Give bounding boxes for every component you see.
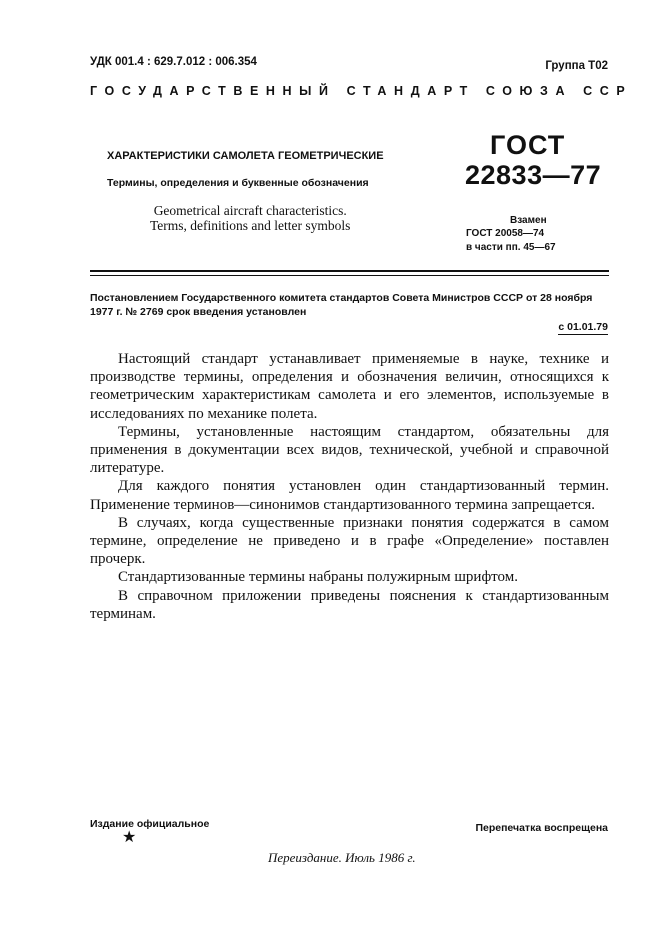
paragraph: В справочном приложении приведены пояснения к стандартизованным терминам.: [90, 587, 609, 622]
paragraph: Стандартизованные термины набраны полужирным шрифтом.: [118, 569, 518, 586]
body-text: [90, 350, 609, 623]
gost-number: 22833—77: [465, 160, 602, 190]
divider-thin: [90, 275, 609, 276]
reprint-note: Переиздание. Июль 1986 г.: [268, 850, 416, 865]
no-reprint-notice: Перепечатка воспрещена: [475, 822, 608, 834]
document-subtitle-ru: Термины, определения и буквенные обозначения: [107, 177, 369, 189]
replaces-label: Взамен: [510, 215, 547, 226]
replaces-gost: ГОСТ 20058—74: [466, 228, 545, 239]
document-title-en: [150, 203, 350, 233]
document-title-ru: ХАРАКТЕРИСТИКИ САМОЛЕТА ГЕОМЕТРИЧЕСКИЕ: [107, 150, 384, 162]
paragraph: Для каждого понятия установлен один стандартизованный термин. Применение терминов—синонимов стандартизованного термина запрещается.: [90, 478, 609, 513]
star-icon: ★: [122, 829, 137, 846]
paragraph: Настоящий стандарт устанавливает применяемые в науке, технике и производстве термины, определения и обозначения величин, относящихся к геометрическим характеристикам самолета и его элементов, используемые в исследованиях по механике полета.: [90, 351, 609, 422]
gost-label: ГОСТ: [490, 130, 566, 160]
paragraph: Термины, установленные настоящим стандартом, обязательны для применения в документации всех видов, технической, учебной и справочной литературе.: [90, 423, 609, 477]
official-edition: Издание официальное: [90, 818, 210, 830]
title-en-line-2: Terms, definitions and letter symbols: [150, 218, 351, 233]
title-en-line-1: Geometrical aircraft characteristics.: [153, 203, 347, 218]
udk-code: УДК 001.4 : 629.7.012 : 006.354: [90, 56, 257, 68]
decree-text: Постановлением Государственного комитета стандартов Совета Министров СССР от 28 ноября 1977 г. № 2769 срок введения установлен: [90, 292, 593, 318]
group-code: Группа Т02: [545, 60, 608, 72]
paragraph: В случаях, когда существенные признаки понятия содержатся в самом термине, определение не приведено и в графе «Определение» поставлен прочерк.: [90, 514, 609, 568]
effective-date: с 01.01.79: [558, 321, 608, 333]
state-standard-heading: ГОСУДАРСТВЕННЫЙ СТАНДАРТ СОЮЗА ССР: [90, 84, 633, 98]
divider-thick: [90, 270, 609, 272]
replaces-parts: в части пп. 45—67: [466, 242, 556, 253]
